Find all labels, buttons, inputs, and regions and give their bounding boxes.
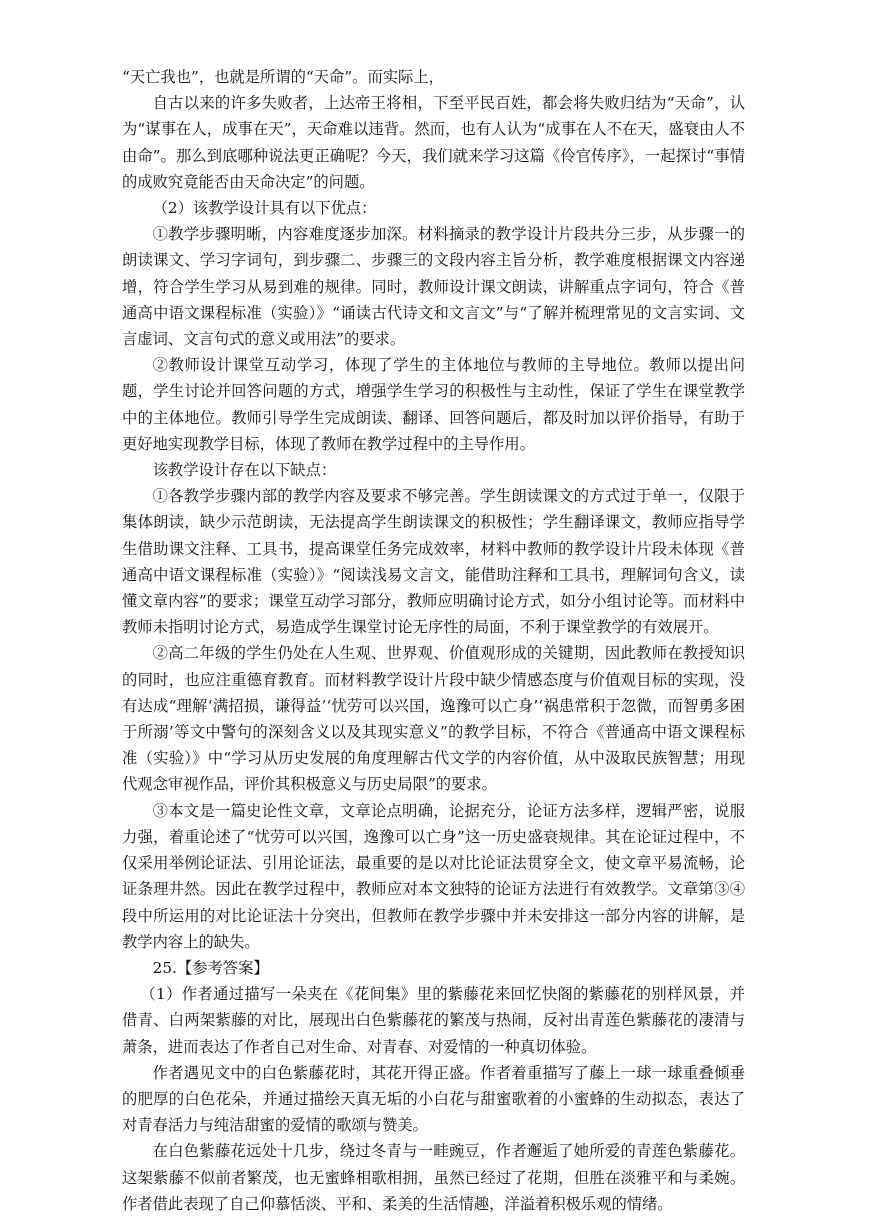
paragraph-answer-3: 在白色紫藤花远处十几步，绕过冬青与一畦豌豆，作者邂逅了她所爱的青莲色紫藤花。这架紫藤不似前者繁茂，也无蜜蜂相歌相拥，虽然已经过了花期，但胜在淡雅平和与柔婉。作者借此表现了自己仰慕恬淡、平和、柔美的生活情趣，洋溢着积极乐观的情绪。 [122,1142,745,1213]
paragraph-continuation: “天亡我也”，也就是所谓的“天命”。而实际上， [122,68,444,86]
paragraph-advantage-1: ①教学步骤明晰，内容难度逐步加深。材料摘录的教学设计片段共分三步，从步骤一的朗读课文、学习字词句，到步骤二、步骤三的文段内容主旨分析，教学难度根据课文内容递增，符合学生学习从易到难的规律。同时，教师设计课文朗读，讲解重点字词句，符合《普通高中语文课程标准（实验）》“诵读古代诗文和文言文”与“了解并梳理常见的文言实词、文言虚词、文言句式的意义或用法”的要求。 [122,225,745,349]
section-heading-advantages: （2）该教学设计具有以下优点： [152,199,377,218]
document-body [122,64,745,1217]
paragraph-answer-2: 作者遇见文中的白色紫藤花时，其花开得正盛。作者着重描写了藤上一球一球重叠倾垂的肥厚的白色花朵，并通过描绘天真无垢的小白花与甜蜜歌着的小蜜蜂的生动拟态，表达了对青春活力与纯洁甜蜜的爱情的歌颂与赞美。 [122,1063,745,1135]
paragraph-disadvantage-1: ①各教学步骤内部的教学内容及要求不够完善。学生朗读课文的方式过于单一，仅限于集体朗读，缺少示范朗读，无法提高学生朗读课文的积极性；学生翻译课文，教师应指导学生借助课文注释、工具书，提高课堂任务完成效率，材料中教师的教学设计片段未体现《普通高中语文课程标准（实验）》“阅读浅易文言文，能借助注释和工具书，理解词句含义，读懂文章内容”的要求；课堂互动学习部分，教师应明确讨论方式，如分小组讨论等。而材料中教师未指明讨论方式，易造成学生课堂讨论无序性的局面，不利于课堂教学的有效展开。 [122,487,745,637]
section-heading-disadvantages: 该教学设计存在以下缺点： [152,461,337,480]
paragraph-intro: 自古以来的许多失败者，上达帝王将相，下至平民百姓，都会将失败归结为“天命”，认为“谋事在人，成事在天”，天命难以违背。然而，也有人认为“成事在人不在天，盛衰由人不由命”。那么到底哪种说法更正确呢？今天，我们就来学习这篇《伶官传序》，一起探讨“事情的成败究竟能否由天命决定”的问题。 [122,94,745,191]
answer-heading-25: 25.【参考答案】 [152,958,269,977]
paragraph-disadvantage-3: ③本文是一篇史论性文章，文章论点明确，论据充分，论证方法多样，逻辑严密，说服力强，着重论述了“忧劳可以兴国，逸豫可以亡身”这一历史盛衰规律。其在论证过程中，不仅采用举例论证法、引用论证法，最重要的是以对比论证法贯穿全文，使文章平易流畅，论证条理井然。因此在教学过程中，教师应对本文独特的论证方法进行有效教学。文章第③④段中所运用的对比论证法十分突出，但教师在教学步骤中并未安排这一部分内容的讲解，是教学内容上的缺失。 [122,801,745,951]
paragraph-disadvantage-2: ②高二年级的学生仍处在人生观、世界观、价值观形成的关键期，因此教师在教授知识的同时，也应注重德育教育。而材料教学设计片段中缺少情感态度与价值观目标的实现，没有达成“理解‘满招损，谦得益’‘忧劳可以兴国，逸豫可以亡身’‘祸患常积于忽微，而智勇多困于所溺’等文中警句的深刻含义以及其现实意义”的教学目标，不符合《普通高中语文课程标准（实验）》中“学习从历史发展的角度理解古代文学的内容价值，从中汲取民族智慧；用现代观念审视作品，评价其积极意义与历史局限”的要求。 [122,644,745,794]
paragraph-answer-1: （1）作者通过描写一朵夹在《花间集》里的紫藤花来回忆快阁的紫藤花的别样风景，并借青、白两架紫藤的对比，展现出白色紫藤花的繁茂与热闹，反衬出青莲色紫藤花的凄清与萧条，进而表达了作者自己对生命、对青春、对爱情的一种真切体验。 [122,985,745,1056]
paragraph-advantage-2: ②教师设计课堂互动学习，体现了学生的主体地位与教师的主导地位。教师以提出问题，学生讨论并回答问题的方式，增强学生学习的积极性与主动性，保证了学生在课堂教学中的主体地位。教师引导学生完成朗读、翻译、回答问题后，都及时加以评价指导，有助于更好地实现教学目标，体现了教师在教学过程中的主导作用。 [122,356,745,453]
